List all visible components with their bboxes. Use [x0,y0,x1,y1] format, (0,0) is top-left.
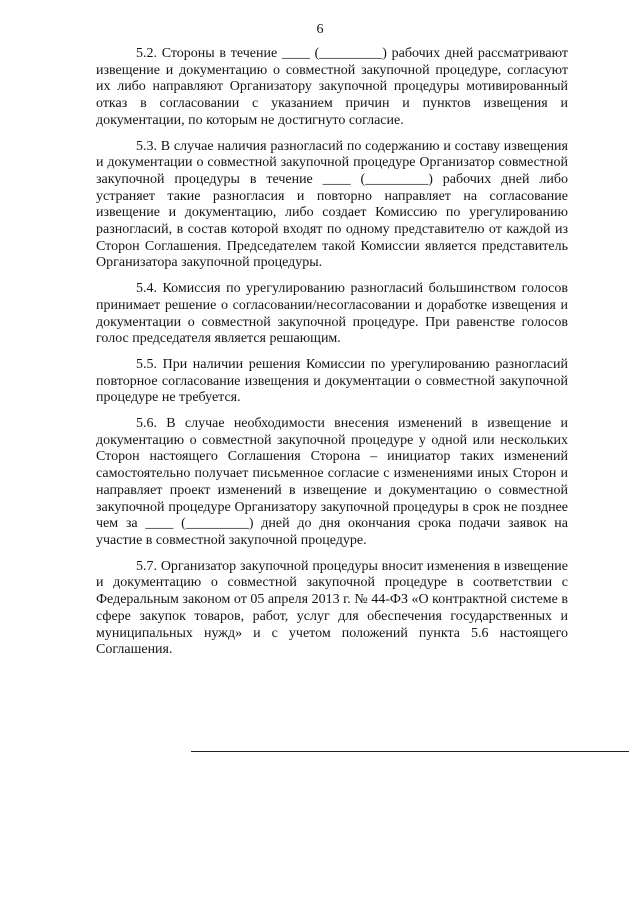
paragraph-5-3: 5.3. В случае наличия разногласий по содержанию и составу извещения и документации о совместной закупочной процедуре Организатор совместной закупочной процедуры в течение ____ (_________) рабочих дней либо устраняет такие разногласия и повторно направляет на согласование извещение и документацию, либо создает Комиссию по урегулированию разногласий, в состав которой входят по одному представителю от каждой из Сторон Соглашения. Председателем такой Комиссии является представитель Организатора закупочной процедуры. [96,138,568,271]
paragraph-5-6: 5.6. В случае необходимости внесения изменений в извещение и документацию о совместной закупочной процедуре у одной или нескольких Сторон настоящего Соглашения Сторона – инициатор таких изменений самостоятельно получает письменное согласие с изменениями иных Сторон и направляет проект изменений в извещение и документацию о совместной закупочной процедуре Организатору закупочной процедуры в срок не позднее чем за ____ (_________) дней до дня окончания срока подачи заявок на участие в совместной закупочной процедуре. [96,416,568,548]
document-body [96,46,568,668]
paragraph-5-2: 5.2. Стороны в течение ____ (_________) рабочих дней рассматривают извещение и документацию о совместной закупочной процедуре, согласуют их либо направляют Организатору закупочной процедуры мотивированный отказ в согласовании с указанием причин и пунктов извещения и документации, по которым не достигнуто согласие. [96,46,568,128]
paragraph-5-5: 5.5. При наличии решения Комиссии по урегулированию разногласий повторное согласование извещения и документации о совместной закупочной процедуре не требуется. [96,356,568,406]
page-number: 6 [316,22,324,37]
paragraph-5-7: 5.7. Организатор закупочной процедуры вносит изменения в извещение и документацию о совместной закупочной процедуре в соответствии с Федеральным законом от 05 апреля 2013 г. № 44-ФЗ «О контрактной системе в сфере закупок товаров, работ, услуг для обеспечения государственных и муниципальных нужд» и с учетом положений пункта 5.6 настоящего Соглашения. [96,558,568,658]
bottom-divider [191,751,629,752]
paragraph-5-4: 5.4. Комиссия по урегулированию разногласий большинством голосов принимает решение о согласовании/несогласовании и доработке извещения и документации о совместной закупочной процедуре. При равенстве голосов голос председателя является решающим. [96,281,568,347]
